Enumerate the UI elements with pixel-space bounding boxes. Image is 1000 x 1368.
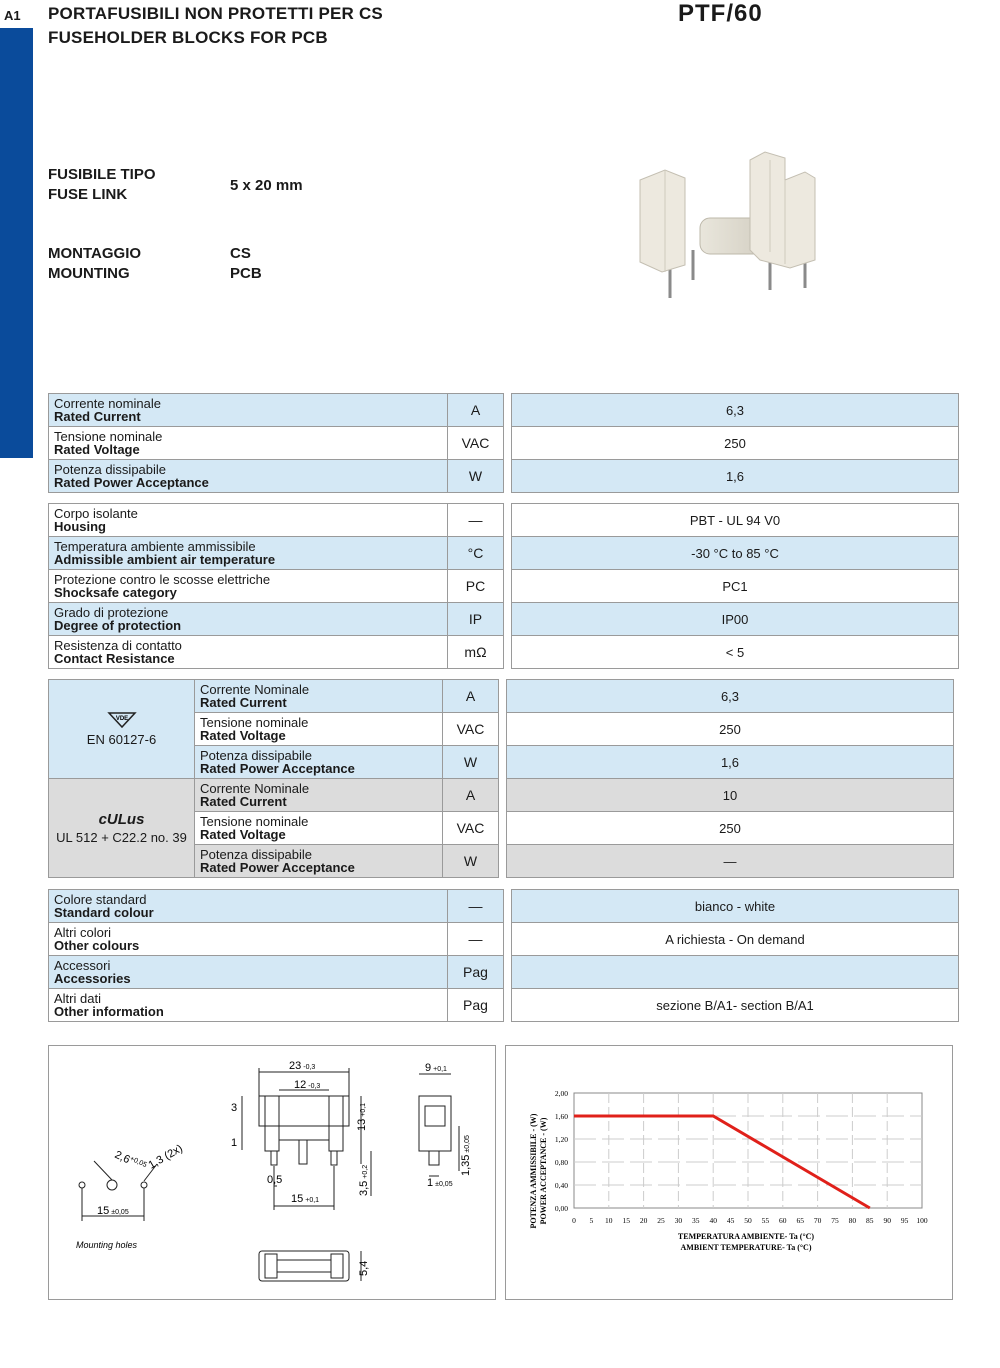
value-cell: 10 xyxy=(507,779,954,812)
unit-cell: — xyxy=(448,923,504,956)
label-it: Corrente Nominale xyxy=(200,781,310,796)
hole-marker xyxy=(141,1182,147,1188)
label-it: Colore standard xyxy=(54,892,147,907)
product-photo xyxy=(610,140,840,320)
label-en: Admissible ambient air temperature xyxy=(54,552,276,567)
row-label xyxy=(49,570,448,603)
chart-xtick-label: 35 xyxy=(692,1216,700,1225)
gap xyxy=(504,890,512,923)
value-cell: — xyxy=(507,845,954,878)
table-row xyxy=(49,570,959,603)
chart-xtick-label: 30 xyxy=(674,1216,683,1225)
row-label xyxy=(49,923,448,956)
row-label xyxy=(49,460,448,493)
vde-logo-icon xyxy=(107,711,137,729)
approvals-table xyxy=(48,679,954,878)
label-en: Rated Current xyxy=(200,695,287,710)
chart-xtick-label: 80 xyxy=(848,1216,857,1225)
dim-1: 1 xyxy=(231,1137,238,1149)
dim-1-35: 1,35±0,05 xyxy=(460,1135,472,1176)
value-cell xyxy=(512,956,959,989)
chart-xtick-label: 45 xyxy=(726,1216,735,1225)
row-label xyxy=(49,537,448,570)
dim-12: 12 -0,3 xyxy=(294,1079,321,1091)
product-code: PTF/60 xyxy=(678,0,763,27)
row-label xyxy=(195,845,443,878)
label-en: Rated Power Acceptance xyxy=(54,475,209,490)
gap xyxy=(499,746,507,779)
value-cell: 250 xyxy=(512,427,959,460)
chart-xtick-label: 65 xyxy=(796,1216,804,1225)
dim-1b: 1 ±0,05 xyxy=(427,1177,453,1189)
label-en: Rated Voltage xyxy=(200,728,286,743)
value-cell: < 5 xyxy=(512,636,959,669)
page-code: A1 xyxy=(4,8,21,23)
label-it: Potenza dissipabile xyxy=(200,847,313,862)
chart-xtick-label: 95 xyxy=(900,1216,909,1225)
chart-xtick-label: 15 xyxy=(622,1216,630,1225)
hole-marker xyxy=(79,1182,85,1188)
gap xyxy=(504,989,512,1022)
value-cell: -30 °C to 85 °C xyxy=(512,537,959,570)
row-label xyxy=(49,989,448,1022)
unit-cell: W xyxy=(448,460,504,493)
chart-grid xyxy=(574,1093,922,1208)
chart-ytick-label: 0,80 xyxy=(554,1158,568,1167)
label-en: Other information xyxy=(54,1004,164,1019)
table-row xyxy=(49,603,959,636)
label-it: Potenza dissipabile xyxy=(54,462,167,477)
gap xyxy=(499,812,507,845)
chart-ytick-label: 1,20 xyxy=(554,1135,568,1144)
gap xyxy=(504,956,512,989)
table-row xyxy=(49,989,959,1022)
label-en: Rated Current xyxy=(200,794,287,809)
chart-xtick-label: 5 xyxy=(589,1216,594,1225)
value-cell: 250 xyxy=(507,713,954,746)
chart-ytick-label: 0,00 xyxy=(554,1204,568,1213)
mount-label-it: MONTAGGIO xyxy=(48,245,142,262)
label-en: Standard colour xyxy=(54,905,154,920)
label-it: Potenza dissipabile xyxy=(200,748,313,763)
title-english: FUSEHOLDER BLOCKS FOR PCB xyxy=(48,28,328,47)
value-cell: sezione B/A1- section B/A1 xyxy=(512,989,959,1022)
label-en: Rated Power Acceptance xyxy=(200,761,355,776)
vde-logo-text: VDE xyxy=(115,716,128,722)
unit-cell: W xyxy=(443,845,499,878)
table-row xyxy=(49,460,959,493)
table-row xyxy=(49,537,959,570)
table-row xyxy=(49,956,959,989)
chart-xtick-label: 25 xyxy=(657,1216,665,1225)
label-it: Temperatura ambiente ammissibile xyxy=(54,539,256,554)
value-cell: 250 xyxy=(507,812,954,845)
table-row xyxy=(49,394,959,427)
section-sidebar-bar xyxy=(0,28,33,458)
dim-2-6: $2,6^{+0,05}$ xyxy=(112,1148,148,1170)
label-it: Altri colori xyxy=(54,925,112,940)
table-row xyxy=(49,504,959,537)
mount-value xyxy=(230,244,262,284)
table-row xyxy=(49,427,959,460)
row-label xyxy=(195,713,443,746)
row-label xyxy=(49,504,448,537)
label-en: Degree of protection xyxy=(54,618,182,633)
chart-xtick-label: 20 xyxy=(639,1216,648,1225)
unit-cell: mΩ xyxy=(448,636,504,669)
row-label xyxy=(49,956,448,989)
dimension-drawing xyxy=(49,1046,495,1299)
row-label xyxy=(49,636,448,669)
chart-xtick-label: 0 xyxy=(572,1216,576,1225)
gap xyxy=(504,537,512,570)
chart-xtick-label: 70 xyxy=(813,1216,822,1225)
label-en: Rated Power Acceptance xyxy=(200,860,355,875)
value-cell: A richiesta - On demand xyxy=(512,923,959,956)
chart-xtick-label: 60 xyxy=(779,1216,787,1225)
label-it: Altri dati xyxy=(54,991,101,1006)
row-label xyxy=(49,603,448,636)
gap xyxy=(504,923,512,956)
mount-value-it: CS xyxy=(230,245,251,262)
gap xyxy=(499,680,507,713)
gap xyxy=(499,713,507,746)
table-row xyxy=(49,779,954,812)
row-label xyxy=(195,746,443,779)
label-en: Rated Voltage xyxy=(54,442,140,457)
unit-cell: Pag xyxy=(448,989,504,1022)
label-en: Rated Current xyxy=(54,409,141,424)
row-label xyxy=(195,779,443,812)
unit-cell: VAC xyxy=(448,427,504,460)
unit-cell: A xyxy=(448,394,504,427)
dim-3: 3 xyxy=(231,1102,238,1114)
misc-table xyxy=(48,889,959,1022)
unit-cell: — xyxy=(448,890,504,923)
table-row xyxy=(49,680,954,713)
label-en: Rated Voltage xyxy=(200,827,286,842)
label-en: Other colours xyxy=(54,938,140,953)
chart-xtick-label: 75 xyxy=(831,1216,839,1225)
chart-ytick-label: 1,60 xyxy=(554,1112,568,1121)
value-cell: PC1 xyxy=(512,570,959,603)
dim-0-5: 0,5 xyxy=(267,1174,283,1186)
row-label xyxy=(49,427,448,460)
row-label xyxy=(195,812,443,845)
gap xyxy=(504,427,512,460)
label-en: Contact Resistance xyxy=(54,651,175,666)
chart-xtick-label: 40 xyxy=(709,1216,717,1225)
fuse-value: 5 x 20 mm xyxy=(230,177,303,194)
mount-value-en: PCB xyxy=(230,265,262,282)
ul-logo-icon xyxy=(49,811,194,828)
row-label xyxy=(49,890,448,923)
dim-1-3: 1,3 (2x) xyxy=(146,1142,185,1172)
ul-cert-cell xyxy=(49,779,195,878)
chart-xtick-label: 90 xyxy=(883,1216,891,1225)
unit-cell: VAC xyxy=(443,713,499,746)
value-cell: 6,3 xyxy=(512,394,959,427)
chart-xtick-label: 100 xyxy=(916,1216,928,1225)
unit-cell: VAC xyxy=(443,812,499,845)
gap xyxy=(504,636,512,669)
vde-cert-cell xyxy=(49,680,195,779)
label-it: Accessori xyxy=(54,958,111,973)
unit-cell: IP xyxy=(448,603,504,636)
dimension-drawing-panel xyxy=(48,1045,496,1300)
value-cell: IP00 xyxy=(512,603,959,636)
label-it: Corrente Nominale xyxy=(200,682,310,697)
unit-cell: W xyxy=(443,746,499,779)
label-it: Corpo isolante xyxy=(54,506,138,521)
label-en: Housing xyxy=(54,519,106,534)
table-row xyxy=(49,890,959,923)
unit-cell: °C xyxy=(448,537,504,570)
value-cell: 1,6 xyxy=(512,460,959,493)
label-it: Tensione nominale xyxy=(200,814,309,829)
label-it: Corrente nominale xyxy=(54,396,161,411)
fuse-label-it: FUSIBILE TIPO xyxy=(48,166,156,183)
chart-ytick-label: 0,40 xyxy=(554,1181,568,1190)
chart-xtick-label: 50 xyxy=(744,1216,752,1225)
label-it: Tensione nominale xyxy=(54,429,163,444)
value-cell: bianco - white xyxy=(512,890,959,923)
label-en: Shocksafe category xyxy=(54,585,177,600)
fuse-label xyxy=(48,165,156,205)
dim-9: 9 +0,1 xyxy=(425,1062,447,1074)
chart-ytick-label: 2,00 xyxy=(554,1089,568,1098)
ul-standard: UL 512 + C22.2 no. 39 xyxy=(56,830,187,845)
chart-xtick-label: 85 xyxy=(866,1216,874,1225)
chart-ticks xyxy=(555,1089,928,1225)
dim-23: 23 -0,3 xyxy=(289,1060,316,1072)
ul-logo-text: cULus xyxy=(98,811,145,828)
title-italian: PORTAFUSIBILI NON PROTETTI PER CS xyxy=(48,4,383,23)
dim-13: 13+0,1 xyxy=(356,1102,368,1131)
gap xyxy=(504,460,512,493)
mount-label-en: MOUNTING xyxy=(48,265,130,282)
label-it: Tensione nominale xyxy=(200,715,309,730)
unit-cell: PC xyxy=(448,570,504,603)
table-row xyxy=(49,636,959,669)
gap xyxy=(504,570,512,603)
chart-ylabel-it: POTENZA AMMISSIBILE - (W) xyxy=(529,1113,538,1229)
hole-marker xyxy=(107,1180,117,1190)
dim-5-4: 5,4 xyxy=(358,1260,370,1276)
gap xyxy=(499,845,507,878)
fuse-label-en: FUSE LINK xyxy=(48,186,128,203)
unit-cell: — xyxy=(448,504,504,537)
chart-xlabel-it: TEMPERATURA AMBIENTE- Ta (°C) xyxy=(677,1232,815,1241)
chart-xtick-label: 10 xyxy=(605,1216,613,1225)
gap xyxy=(499,779,507,812)
chart-ylabel-en: POWER ACCEPTANCE - (W) xyxy=(539,1117,548,1225)
gap xyxy=(504,394,512,427)
derating-chart xyxy=(506,1046,952,1299)
value-cell: 1,6 xyxy=(507,746,954,779)
dim-3-5: 3,5+0,2 xyxy=(358,1164,370,1196)
gap xyxy=(504,603,512,636)
label-it: Resistenza di contatto xyxy=(54,638,182,653)
rated-table xyxy=(48,393,959,493)
vde-standard: EN 60127-6 xyxy=(86,732,157,747)
page-title xyxy=(48,2,383,50)
row-label xyxy=(195,680,443,713)
dim-15: 15 +0,1 xyxy=(291,1193,320,1205)
value-cell: PBT - UL 94 V0 xyxy=(512,504,959,537)
mounting-holes-caption: Mounting holes xyxy=(76,1240,138,1250)
value-cell: 6,3 xyxy=(507,680,954,713)
unit-cell: Pag xyxy=(448,956,504,989)
label-it: Grado di protezione xyxy=(54,605,169,620)
mount-label xyxy=(48,244,141,284)
label-en: Accessories xyxy=(54,971,131,986)
properties-table xyxy=(48,503,959,669)
table-row xyxy=(49,923,959,956)
gap xyxy=(504,504,512,537)
unit-cell: A xyxy=(443,779,499,812)
derating-chart-panel xyxy=(505,1045,953,1300)
chart-xtick-label: 55 xyxy=(761,1216,770,1225)
label-it: Protezione contro le scosse elettriche xyxy=(54,572,271,587)
chart-xlabel-en: AMBIENT TEMPERATURE- Ta (°C) xyxy=(680,1243,812,1252)
unit-cell: A xyxy=(443,680,499,713)
dim-15-holes: 15 ±0,05 xyxy=(97,1205,129,1217)
row-label xyxy=(49,394,448,427)
